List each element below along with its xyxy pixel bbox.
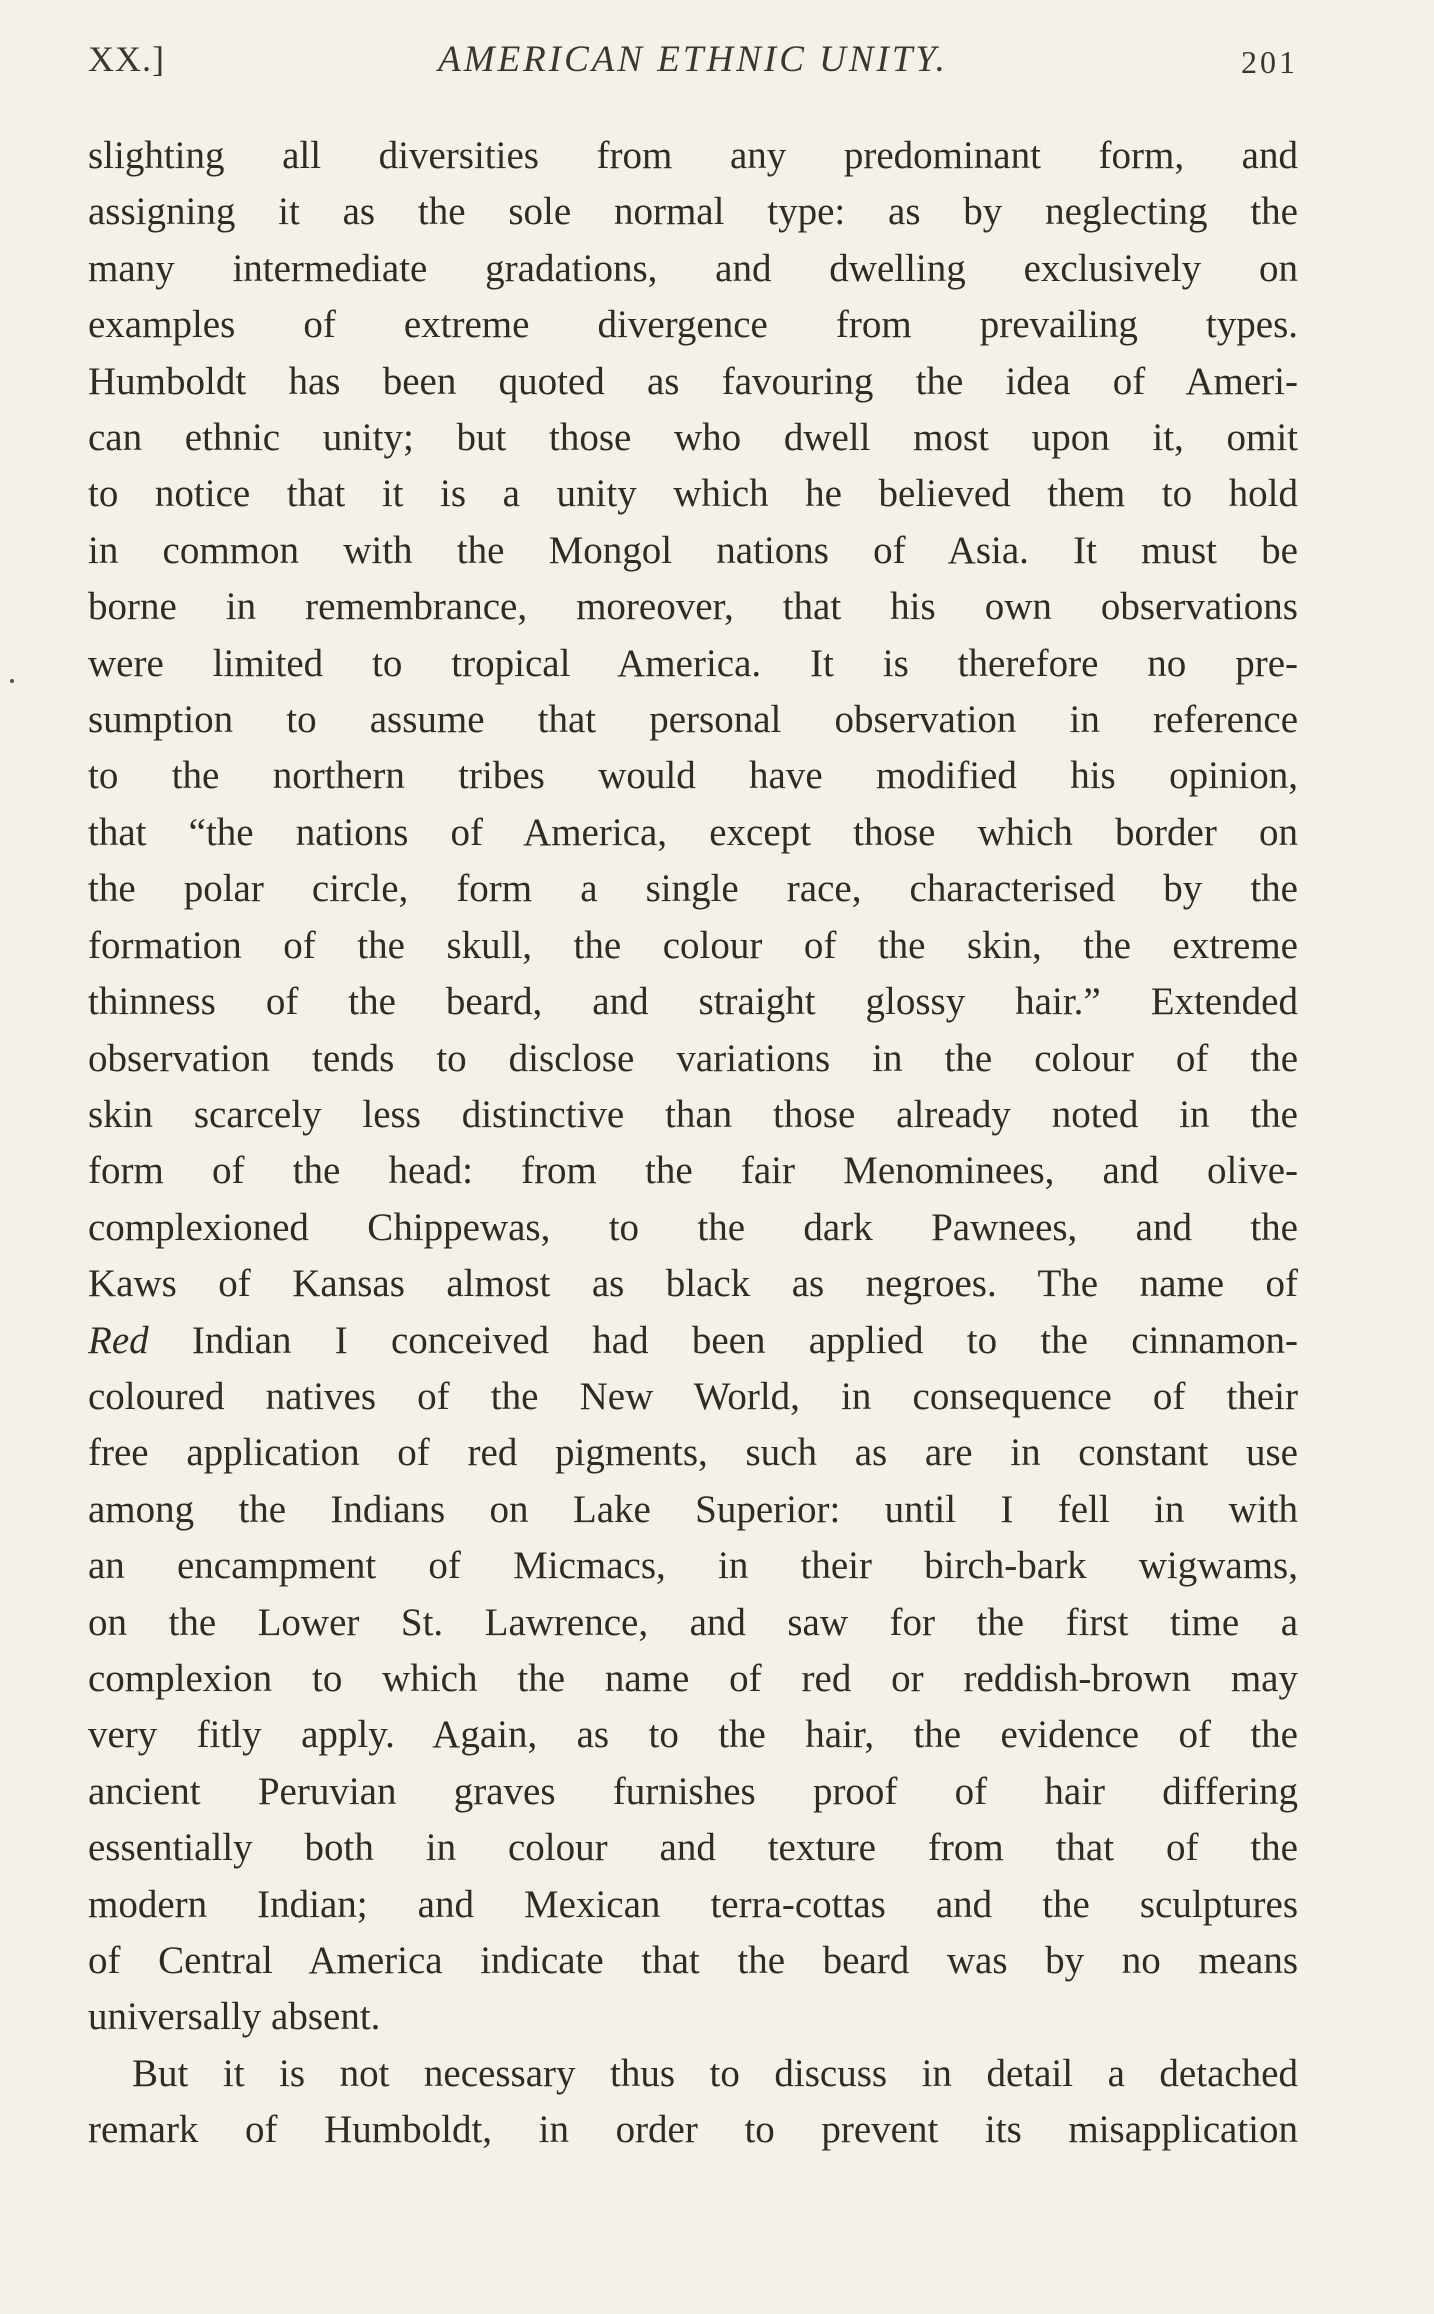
text-line: very fitly apply. Again, as to the hair, the evidence of the <box>88 1713 1298 1757</box>
text-line-rest: Indian I conceived had been applied to the cinnamon- <box>148 1318 1298 1362</box>
text-line: Humboldt has been quoted as favouring the idea of Ameri- <box>88 359 1298 403</box>
page-number: 201 <box>1241 44 1298 80</box>
text-line: in common with the Mongol nations of Asia. It must be <box>88 528 1298 572</box>
text-line: borne in remembrance, moreover, that his own observations <box>88 585 1298 629</box>
text-line <box>88 1313 1298 1369</box>
running-title: AMERICAN ETHNIC UNITY. <box>438 39 948 80</box>
text-line: examples of extreme divergence from prevailing types. <box>88 303 1298 347</box>
text-line: modern Indian; and Mexican terra-cottas and the sculptures <box>88 1882 1298 1926</box>
text-line: ancient Peruvian graves furnishes proof of hair differing <box>88 1769 1298 1813</box>
text-line: of Central America indicate that the beard was by no means <box>88 1939 1298 1982</box>
italic-word: Red <box>88 1318 149 1362</box>
margin-mark <box>10 679 14 683</box>
text-line: to the northern tribes would have modified his opinion, <box>88 754 1298 798</box>
text-line: among the Indians on Lake Superior: until I fell in with <box>88 1487 1298 1531</box>
text-line: formation of the skull, the colour of the skin, the extreme <box>88 923 1298 967</box>
text-line: observation tends to disclose variations in the colour of the <box>88 1036 1298 1080</box>
text-line: thinness of the beard, and straight glossy hair.” Extended <box>88 980 1298 1024</box>
paragraph-first-line: But it is not necessary thus to discuss in detail a detached <box>132 2051 1298 2095</box>
text-line: an encampment of Micmacs, in their birch-bark wigwams, <box>88 1544 1298 1588</box>
text-line: sumption to assume that personal observation in reference <box>88 698 1298 742</box>
text-line: on the Lower St. Lawrence, and saw for the first time a <box>88 1600 1298 1644</box>
running-head <box>88 38 1298 92</box>
text-line: Kaws of Kansas almost as black as negroes. The name of <box>88 1262 1298 1306</box>
text-line: free application of red pigments, such as are in constant use <box>88 1431 1298 1475</box>
text-line: assigning it as the sole normal type: as by neglecting the <box>88 190 1298 234</box>
text-line: can ethnic unity; but those who dwell most upon it, omit <box>88 416 1298 460</box>
body-text <box>88 128 1298 2159</box>
text-line: that “the nations of America, except those which border on <box>88 810 1298 854</box>
text-line: to notice that it is a unity which he believed them to hold <box>88 472 1298 516</box>
text-line: slighting all diversities from any predominant form, and <box>88 134 1298 177</box>
text-line: remark of Humboldt, in order to prevent its misapplication <box>88 2108 1298 2152</box>
text-line: complexion to which the name of red or reddish-brown may <box>88 1656 1298 1700</box>
text-line: many intermediate gradations, and dwelling exclusively on <box>88 246 1298 290</box>
text-line: the polar circle, form a single race, characterised by the <box>88 867 1298 911</box>
chapter-reference: XX.] <box>88 39 165 79</box>
text-line: were limited to tropical America. It is therefore no pre- <box>88 641 1298 685</box>
text-line: universally absent. <box>88 1995 381 2039</box>
text-line: essentially both in colour and texture from that of the <box>88 1826 1298 1870</box>
text-line: complexioned Chippewas, to the dark Pawnees, and the <box>88 1205 1298 1249</box>
text-line: coloured natives of the New World, in consequence of their <box>88 1374 1298 1418</box>
text-line: skin scarcely less distinctive than those already noted in the <box>88 1092 1298 1136</box>
text-line: form of the head: from the fair Menominees, and olive- <box>88 1149 1298 1193</box>
